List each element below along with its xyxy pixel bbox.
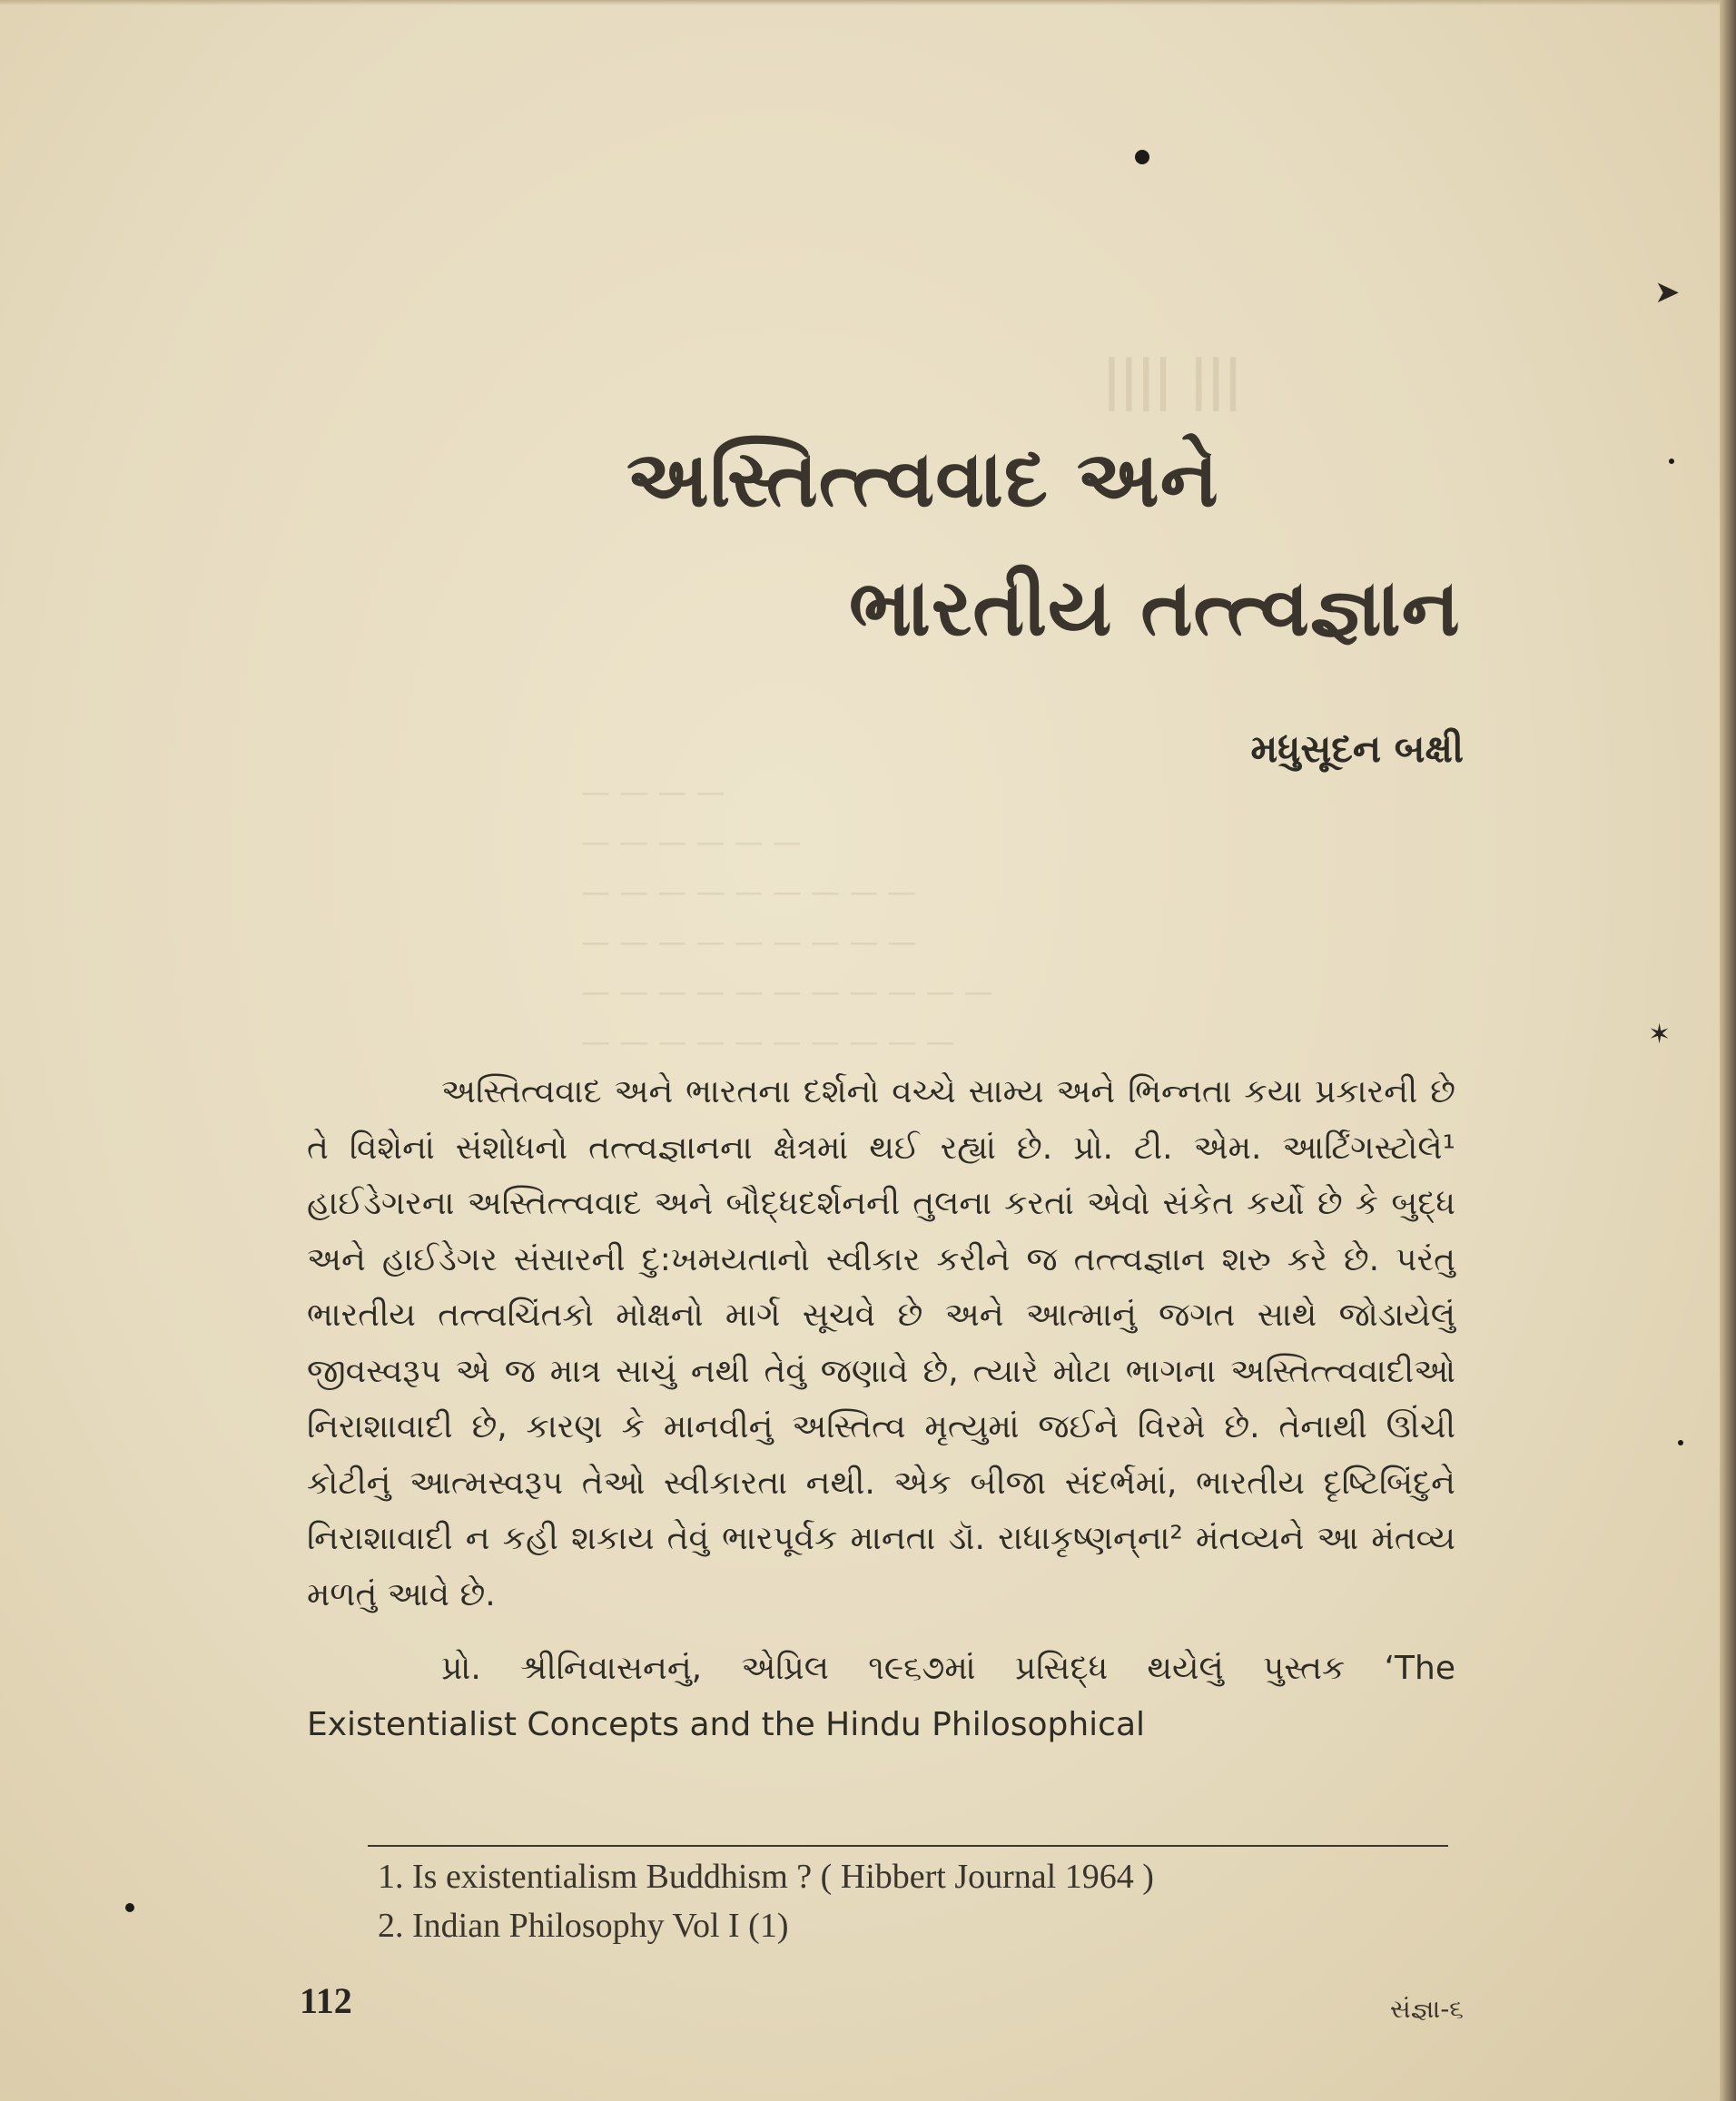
article-title-line-1: અસ્તિત્ત્વવાદ અને xyxy=(626,434,1219,525)
show-through-ghost-text: ꟾꟾꟾꟾ ꟾꟾꟾ xyxy=(1103,359,1242,426)
body-paragraph: અસ્તિત્વવાદ અને ભારતના દર્શનો વચ્ચે સામ્ય અને ભિન્નતા કયા પ્રકારની છે તે વિશેનાં સંશોધનો તત્ત્વજ્ઞાનના ક્ષેત્રમાં થઈ રહ્યાં છે. પ્રો. ટી. એમ. આર્ટિંગસ્ટોલે¹ હાઈડેગરના અસ્તિત્ત્વવાદ અને બૌદ્ધદર્શનની તુલના કરતાં એવો સંકેત કર્યો છે કે બુદ્ધ અને હાઈડેગર સંસારની દુ:ખમયતાનો સ્વીકાર કરીને જ તત્ત્વજ્ઞાન શરુ કરે છે. પરંતુ ભારતીય તત્ત્વચિંતકો મોક્ષનો માર્ગ સૂચવે છે અને આત્માનું જગત સાથે જોડાયેલું જીવસ્વરૂપ એ જ માત્ર સાચું નથી તેવું જણાવે છે, ત્યારે મોટા ભાગના અસ્તિત્ત્વવાદીઓ નિરાશાવાદી છે, કારણ કે માનવીનું અસ્તિત્વ મૃત્યુમાં જઈને વિરમે છે. તેનાથી ઊંચી કોટીનું આત્મસ્વરૂપ તેઓ સ્વીકારતા નથી. એક બીજા સંદર્ભમાં, ભારતીય દૃષ્ટિબિંદુને નિરાશાવાદી ન કહી શકાય તેવું ભારપૂર્વક માનતા ડૉ. રાધાકૃષ્ણન્‌ના² મંતવ્યને આ મંતવ્ય મળતું આવે છે. xyxy=(307,1073,1455,1613)
ink-speck-mark: ✶ xyxy=(1648,1019,1672,1050)
ink-speck-mark: ➤ xyxy=(1654,274,1681,311)
footnote-item: 1. Is existentialism Buddhism ? ( Hibbert Journal 1964 ) xyxy=(378,1858,1154,1896)
body-paragraph: પ્રો. શ્રીનિવાસનનું, એપ્રિલ ૧૯૬૭માં પ્રસિદ્ધ થયેલું પુસ્તક ‘The Existentialist Concepts and the Hindu Philosophical xyxy=(307,1650,1455,1743)
ink-dot-mark xyxy=(125,1903,134,1912)
footnote-divider xyxy=(368,1845,1448,1847)
running-foot: સંજ્ઞા-૬ xyxy=(1390,1994,1464,2024)
page-right-edge xyxy=(1720,0,1736,2101)
article-body xyxy=(307,1064,1455,1771)
ink-dot-mark xyxy=(1669,459,1674,464)
footnotes xyxy=(378,1852,1154,1950)
ink-dot-mark xyxy=(1678,1440,1683,1445)
footnote-item: 2. Indian Philosophy Vol I (1) xyxy=(378,1907,789,1945)
page-number: 112 xyxy=(300,1980,352,2021)
article-title-line-2: ભારતીય તત્ત્વજ્ઞાન xyxy=(849,563,1461,654)
show-through-ghost-text: — — — — — — — — — — — — — — — — — — — — — — — — — — — — — — — — — — — — — — — — — — — — — — — — — xyxy=(581,774,993,1059)
ink-dot-mark xyxy=(1135,150,1149,164)
author-name: મધુસૂદન બક્ષી xyxy=(1250,726,1464,771)
page-top-edge xyxy=(0,0,1736,5)
